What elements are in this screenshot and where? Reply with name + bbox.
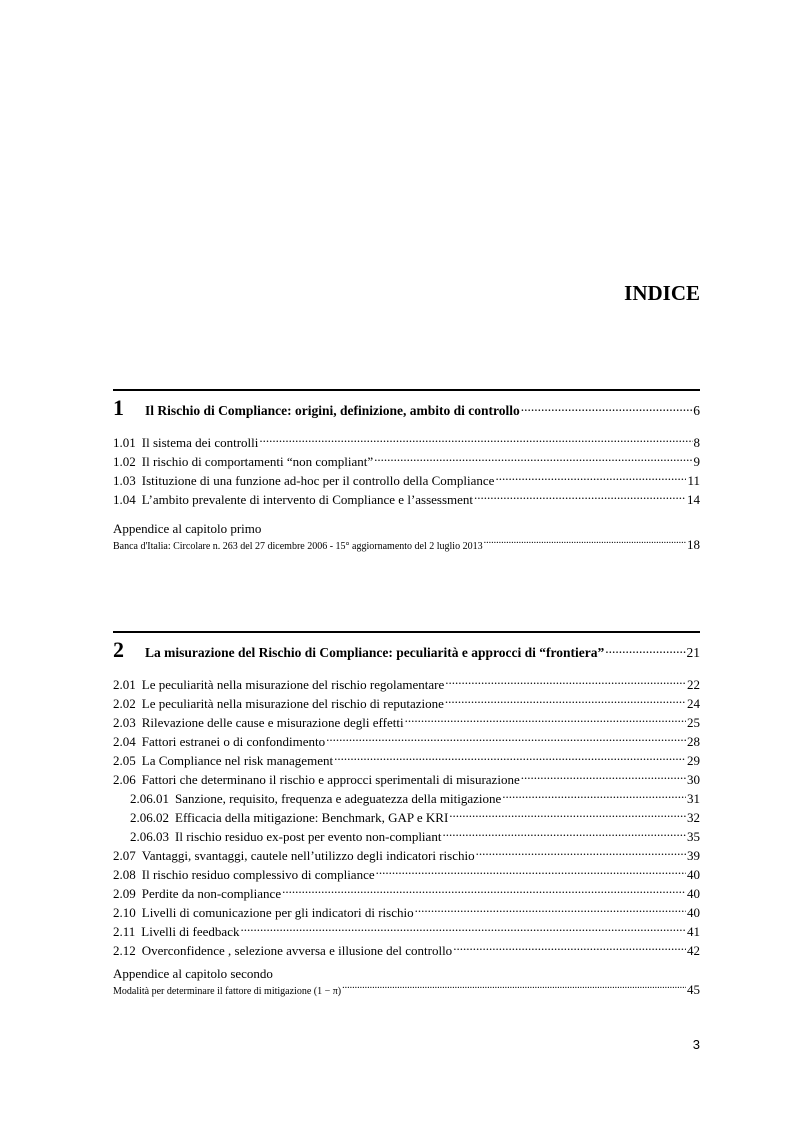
entry-text: Overconfidence , selezione avversa e illusione del controllo <box>141 943 453 958</box>
entry-page: 40 <box>687 867 700 882</box>
toc-entry[interactable] <box>113 922 700 941</box>
dot-leader <box>605 644 685 658</box>
toc-entry[interactable] <box>113 490 700 509</box>
dot-leader <box>405 714 686 727</box>
entry-code: 2.01 <box>113 677 136 692</box>
chapter-page: 6 <box>693 403 700 418</box>
entry-page: 39 <box>687 848 700 863</box>
entry-text: Perdite da non-compliance <box>141 886 282 901</box>
entry-page: 24 <box>687 696 700 711</box>
entry-page: 8 <box>693 435 700 450</box>
entry-text: Livelli di comunicazione per gli indicatori di rischio <box>141 905 414 920</box>
dot-leader <box>449 809 686 822</box>
chapter-title: Il Rischio di Compliance: origini, definizione, ambito di controllo <box>145 403 520 418</box>
entry-code: 2.05 <box>113 753 136 768</box>
page-number: 3 <box>692 1037 700 1052</box>
entry-code: 1.01 <box>113 435 136 450</box>
toc-entry[interactable] <box>113 675 700 694</box>
dot-leader <box>376 866 686 879</box>
dot-leader <box>484 539 686 549</box>
entry-page: 40 <box>687 905 700 920</box>
chapter-number: 1 <box>113 395 124 420</box>
entry-text: La Compliance nel risk management <box>141 753 334 768</box>
toc-entry[interactable] <box>113 452 700 471</box>
appendix-title: Appendice al capitolo secondo <box>113 966 273 981</box>
chapter-number: 2 <box>113 637 124 662</box>
entry-page: 35 <box>687 829 700 844</box>
entry-text: Il rischio di comportamenti “non compliant” <box>141 454 374 469</box>
entry-text: Rilevazione delle cause e misurazione degli effetti <box>141 715 404 730</box>
appendix-page: 18 <box>687 537 700 552</box>
appendix-entry[interactable] <box>113 982 700 998</box>
entry-page: 32 <box>687 810 700 825</box>
dot-leader <box>334 752 686 765</box>
appendix-title: Appendice al capitolo primo <box>113 521 262 536</box>
dot-leader <box>521 402 692 416</box>
entry-text: Sanzione, requisito, frequenza e adeguatezza della mitigazione <box>175 791 502 806</box>
toc-entry[interactable] <box>113 751 700 770</box>
entry-text: Fattori che determinano il rischio e approcci sperimentali di misurazione <box>141 772 520 787</box>
dot-leader <box>453 942 686 955</box>
entry-page: 11 <box>687 473 700 488</box>
entry-page: 30 <box>687 772 700 787</box>
appendix-text: Banca d'Italia: Circolare n. 263 del 27 dicembre 2006 - 15° aggiornamento del 2 luglio 2013 <box>113 541 483 552</box>
chapter-page: 21 <box>686 645 700 660</box>
entry-text: Efficacia della mitigazione: Benchmark, GAP e KRI <box>175 810 449 825</box>
entry-text: L’ambito prevalente di intervento di Compliance e l’assessment <box>141 492 474 507</box>
entry-code: 2.07 <box>113 848 136 863</box>
dot-leader <box>521 771 686 784</box>
entry-code: 2.06.02 <box>130 810 169 825</box>
chapter-heading[interactable] <box>113 395 700 421</box>
appendix-text: Modalità per determinare il fattore di mitigazione (1 − π) <box>113 986 342 997</box>
dot-leader <box>259 434 692 447</box>
appendix-entry[interactable] <box>113 537 700 553</box>
toc-entry[interactable] <box>113 713 700 732</box>
toc-subentry[interactable] <box>113 808 700 827</box>
entry-text: Istituzione di una funzione ad-hoc per il controllo della Compliance <box>141 473 495 488</box>
dot-leader <box>415 904 686 917</box>
entry-text: Fattori estranei o di confondimento <box>141 734 326 749</box>
entry-page: 31 <box>687 791 700 806</box>
entry-page: 29 <box>687 753 700 768</box>
dot-leader <box>445 676 686 689</box>
entry-code: 2.06 <box>113 772 136 787</box>
toc-entry[interactable] <box>113 471 700 490</box>
toc-entry[interactable] <box>113 694 700 713</box>
dot-leader <box>474 491 686 504</box>
page-title: INDICE <box>624 281 700 305</box>
entry-code: 2.02 <box>113 696 136 711</box>
entry-text: Il rischio residuo complessivo di compliance <box>141 867 375 882</box>
dot-leader <box>374 453 692 466</box>
dot-leader <box>326 733 686 746</box>
toc-entry[interactable] <box>113 732 700 751</box>
entry-code: 2.06.01 <box>130 791 169 806</box>
dot-leader <box>282 885 686 898</box>
toc-entry[interactable] <box>113 770 700 789</box>
entry-code: 2.11 <box>113 924 136 939</box>
toc-entry[interactable] <box>113 846 700 865</box>
dot-leader <box>445 695 686 708</box>
chapter-1 <box>113 389 700 553</box>
toc-entry[interactable] <box>113 865 700 884</box>
entry-text: Le peculiarità nella misurazione del rischio di reputazione <box>141 696 444 711</box>
entry-code: 1.02 <box>113 454 136 469</box>
toc-subentry[interactable] <box>113 789 700 808</box>
dot-leader <box>342 984 686 994</box>
entry-text: Vantaggi, svantaggi, cautele nell’utilizzo degli indicatori rischio <box>141 848 475 863</box>
dot-leader <box>240 923 686 936</box>
entry-code: 2.12 <box>113 943 136 958</box>
entry-code: 2.08 <box>113 867 136 882</box>
dot-leader <box>476 847 686 860</box>
entry-page: 42 <box>687 943 700 958</box>
entry-code: 1.04 <box>113 492 136 507</box>
entry-text: Il sistema dei controlli <box>141 435 259 450</box>
entry-page: 14 <box>687 492 700 507</box>
chapter-title: La misurazione del Rischio di Compliance: peculiarità e approcci di “frontiera” <box>145 645 605 660</box>
entry-text: Le peculiarità nella misurazione del rischio regolamentare <box>141 677 445 692</box>
toc-entry[interactable] <box>113 941 700 960</box>
entry-text: Livelli di feedback <box>141 924 240 939</box>
toc-subentry[interactable] <box>113 827 700 846</box>
entry-page: 41 <box>687 924 700 939</box>
chapter-2 <box>113 631 700 998</box>
toc-entry[interactable] <box>113 903 700 922</box>
chapter-divider <box>113 389 700 391</box>
entry-code: 2.06.03 <box>130 829 169 844</box>
entry-page: 22 <box>687 677 700 692</box>
entry-page: 9 <box>693 454 700 469</box>
appendix-page: 45 <box>687 982 700 997</box>
entry-code: 1.03 <box>113 473 136 488</box>
entry-code: 2.10 <box>113 905 136 920</box>
toc-entry[interactable] <box>113 433 700 452</box>
dot-leader <box>495 472 686 485</box>
entry-page: 40 <box>687 886 700 901</box>
entry-page: 25 <box>687 715 700 730</box>
entry-code: 2.03 <box>113 715 136 730</box>
chapter-divider <box>113 631 700 633</box>
entry-code: 2.09 <box>113 886 136 901</box>
entry-page: 28 <box>687 734 700 749</box>
entry-text: Il rischio residuo ex-post per evento non-compliant <box>175 829 442 844</box>
entry-code: 2.04 <box>113 734 136 749</box>
dot-leader <box>502 790 686 803</box>
chapter-heading[interactable] <box>113 637 700 663</box>
dot-leader <box>442 828 686 841</box>
toc-entry[interactable] <box>113 884 700 903</box>
